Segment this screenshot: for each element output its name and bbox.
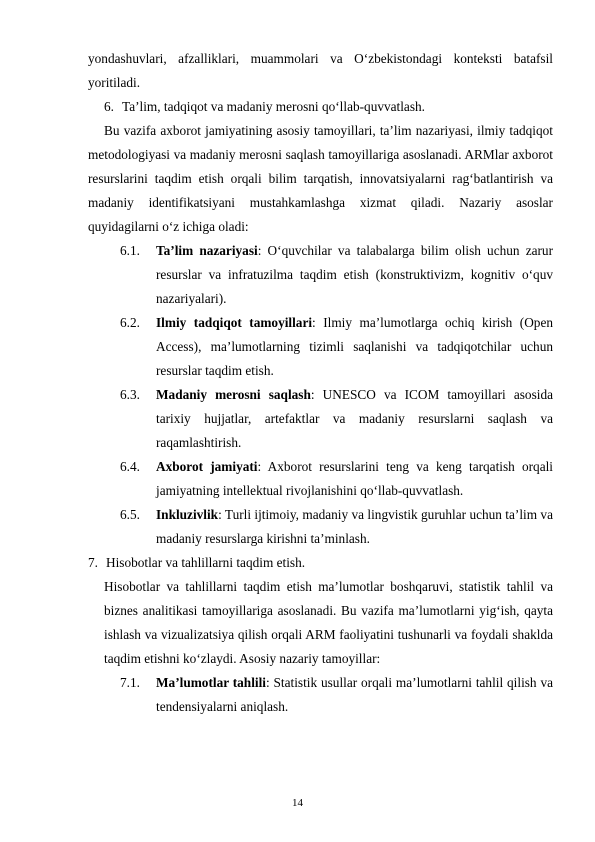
item-number: 6.2. bbox=[120, 315, 140, 330]
item-term: Axborot jamiyati bbox=[156, 459, 258, 474]
item-text: : Ilmiy ma’lumotlarga ochiq kirish (Open Access), ma’lumotlarning tizimli saqlanishi va tadqiqotchilar uchun resurslar taqdim etish. bbox=[156, 315, 554, 378]
item-term: Inkluzivlik bbox=[156, 507, 219, 522]
section-6-number: 6. bbox=[104, 99, 114, 114]
page-number: 14 bbox=[292, 797, 303, 809]
item-text: : Statistik usullar orqali ma’lumotlarni tahlil qilish va tendensiyalarni aniqlash. bbox=[156, 675, 553, 714]
section-6-paragraph: Bu vazifa axborot jamiyatining asosiy tamoyillari, ta’lim nazariyasi, ilmiy tadqiqot metodologiyasi va madaniy merosni saqlash tamoyillariga asoslanadi. ARMlar axborot resurslarini taqdim etish orqali bilim tarqatish, innovatsiyalarni rag‘batlantirish va madaniy identifikatsiyani mustahkamlashga xizmat qiladi. Nazariy asoslar quyidagilarni o‘z ichiga oladi: bbox=[88, 123, 553, 234]
item-text: : O‘quvchilar va talabalarga bilim olish uchun zarur resurslar va infratuzilma taqdim etish (konstruktivizm, kognitiv o‘quv nazariyalari). bbox=[156, 243, 554, 306]
item-text: : Turli ijtimoiy, madaniy va lingvistik guruhlar uchun ta’lim va madaniy resurslarga kirishni ta’minlash. bbox=[156, 507, 553, 546]
list-item-6-3 bbox=[120, 383, 553, 455]
intro-paragraph: yondashuvlari, afzalliklari, muammolari va O‘zbekistondagi konteksti batafsil yoritiladi. bbox=[88, 51, 553, 90]
section-6-heading bbox=[104, 95, 553, 119]
item-text: : Axborot resurslarini teng va keng tarqatish orqali jamiyatning intellektual rivojlanishini qo‘llab-quvvatlash. bbox=[156, 459, 553, 498]
item-term: Ma’lumotlar tahlili bbox=[156, 675, 266, 690]
item-term: Ilmiy tadqiqot tamoyillari bbox=[156, 315, 313, 330]
list-item-7-1 bbox=[120, 671, 553, 719]
section-7-number: 7. bbox=[88, 555, 98, 570]
list-item-6-2 bbox=[120, 311, 553, 383]
item-number: 6.3. bbox=[120, 387, 140, 402]
item-number: 6.1. bbox=[120, 243, 140, 258]
section-7-title: Hisobotlar va tahlillarni taqdim etish. bbox=[106, 555, 306, 570]
item-number: 7.1. bbox=[120, 675, 140, 690]
item-term: Madaniy merosni saqlash bbox=[156, 387, 311, 402]
item-number: 6.4. bbox=[120, 459, 140, 474]
section-7-heading bbox=[88, 551, 553, 575]
list-item-6-5 bbox=[120, 503, 553, 551]
item-number: 6.5. bbox=[120, 507, 140, 522]
list-item-6-4 bbox=[120, 455, 553, 503]
section-6-title: Ta’lim, tadqiqot va madaniy merosni qo‘llab-quvvatlash. bbox=[122, 99, 425, 114]
item-text: : UNESCO va ICOM tamoyillari asosida tarixiy hujjatlar, artefaktlar va madaniy resurslarni saqlash va raqamlashtirish. bbox=[156, 387, 553, 450]
section-7-paragraph: Hisobotlar va tahlillarni taqdim etish ma’lumotlar boshqaruvi, statistik tahlil va biznes analitikasi tamoyillariga asoslanadi. Bu vazifa ma’lumotlarni yig‘ish, qayta ishlash va vizualizatsiya qilish orqali ARM faoliyatini tushunarli va foydali shaklda taqdim etishni ko‘zlaydi. Asosiy nazariy tamoyillar: bbox=[104, 579, 553, 666]
item-term: Ta’lim nazariyasi bbox=[156, 243, 258, 258]
list-item-6-1 bbox=[120, 239, 553, 311]
